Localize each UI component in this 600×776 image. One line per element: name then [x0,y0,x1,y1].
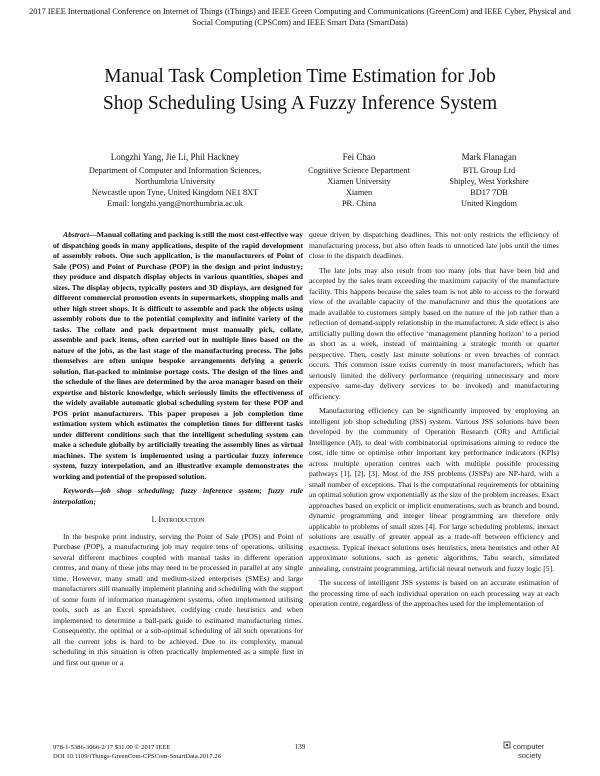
paper-title [30,63,570,117]
abstract [53,230,303,482]
keywords-text: —job shop scheduling; fuzzy inference system; fuzzy rule interpolation; [53,486,303,506]
author-names: Longzhi Yang, Jie Li, Phil Hackney [110,152,240,162]
author-affiliation-line: Shipley, West Yorkshire [449,177,529,186]
conference-header: 2017 IEEE International Conference on Internet of Things (iThings) and IEEE Green Computing and Communications (GreenCom) and IEEE Cyber, Physical and Social Computing (CPSCom) and IEEE Smart Data (SmartData) [29,7,571,27]
title-line-1: Manual Task Completion Time Estimation for Job [104,66,496,87]
logo-text-computer: computer [513,742,545,751]
author-names: Fei Chao [342,152,376,162]
abstract-text: —Manual collating and packing is still the most cost-effective way of dispatching goods in many applications, despite of the rapid development of assembly robots. One such application, is the manufacturers of Point of Sale (POS) and Point of Purchase (POP) in the design and print industry; they produce and dispatch display objects in various quantities, shapes and sizes. The display objects, typically posters and 3D displays, are designed for different commercial promotion events in supermarkets, shopping malls and other high street shops. It is difficult to assemble and pack the objects using assembly robots due to the potential complexity and infinite variety of the tasks. The collate and pack department must manually pick, collate, assemble and pack items, often carried out in multiple lines based on the nature of the jobs, as the last stage of the manufacturing process. The jobs themselves are often unique bespoke arrangements defying a generic solution, flat-packed to minimise portage costs. The design of the lines and the schedule of the lines are determined by the area manager based on their expertise and historic knowledge, which seriously limits the effectiveness of the widely available automatic global scheduling system for these POP and POS print manufacturers. This paper proposes a job completion time estimation system which estimates the completion times for different tasks under different conditions such that the intelligent scheduling system can make a schedule globally by artificially treating the assembly lines as virtual machines. The system is implemented using a particular fuzzy inference system, fuzzy interpolation, and an illustrative example demonstrates the working and potential of the proposed solution. [53,230,303,481]
author-affiliation-line: BTL Group Ltd [462,166,516,175]
author-affiliation-line: Xiamen University [327,177,391,186]
author-affiliation-line: Cognitive Science Department [308,166,410,175]
keywords-label: Keywords [63,486,94,495]
title-line-2: Shop Scheduling Using A Fuzzy Inference System [102,93,498,114]
abstract-label: Abstract [63,230,90,239]
body-paragraph: queue driven by dispatching deadlines. This not only restricts the efficiency of manufacturing process, but also often leads to unnoticed late jobs until the times close to the dispatch deadlines. [309,230,559,260]
author-affiliation-line: United Kingdom [461,199,517,208]
section-heading-introduction: I. Introduction [151,515,205,524]
computer-society-logo [503,740,551,764]
body-paragraph: Manufacturing efficiency can be significantly improved by employing an intelligent job shop scheduling (JSS) system. Various JSS solutions have been developed by the community of Operation Research (OR) and Artificial Intelligence (AI), to deal with combinatorial optimisations aiming to reduce the cost, idle time or optimise other important key performance indicators (KPIs) across multiple operation centres each with multiple possible processing pathways [1], [2], [3]. Most of the JSS problems (JSSPs) are NP-hard, with a small number of exceptions. That is the computational requirements for obtaining an optimal solution grow exponentially as the size of the problem increases. Exact approaches based on explicit or implicit enumerations, such as branch and bound, dynamic programming and integer linear programming are therefore only applicable to problems of small sizes [4]. For large scheduling problems, inexact solutions are usually of greater appeal as a trade-off between efficiency and exactness. Typical inexact solutions uses heuristics, meta heuristics and other AI approximate solutions, such as genetic algorithms, Tabu search, simulated annealing, constraint programming, artificial neural network and fuzzy logic [5]. [309,406,559,573]
author-email: Email: longzhi.yang@northumbria.ac.uk [107,199,243,208]
author-affiliation-line: Department of Computer and Information Sciences, [88,166,262,175]
logo-text-society: society [518,751,542,760]
page-number: 139 [294,743,306,751]
author-names: Mark Flanagan [461,152,517,162]
body-paragraph: In the bespoke print industry, serving the Point of Sale (POS) and Point of Purchase (POP), a manufacturing job may require tens of operations, utilising several different machines coupled with manual tasks in different operation centres, and many of these jobs may need to be processed in parallel at any single time. However, many small and medium-sized enterprises (SMEs) and large manufacturers still manually implement planning and scheduling with the support of some form of information management systems, often implemented utilising tools, such as an Excel spreadsheet, codifying crude heuristics and when implemented to determine a ball-park guide to estimated manufacturing times. Consequently, the optimal or a sub-optimal scheduling of all such operations for all the current jobs is hard to be achieved. Due to its complexity, manual scheduling in this situation is often practically implemented as a simple first in and first out queue or a [53,531,303,667]
keywords [53,486,303,507]
right-column [309,230,559,614]
author-affiliation-line: PR. China [341,199,377,208]
body-paragraph: The late jobs may also result from too many jobs that have been bid and accepted by the sales team exceeding the maximum capacity of the manufacture facility. This happens because the sales team is not able to access to the forward view of the available capacity of the manufacturer and thus the quotations are made available to customers simply based on the nature of the job rather than a reflection of demand-supply relationship in the manufacturer. A side effect is also artificially pulling down the effective ‘management planning horizon’ to a period as short as a week, instead of maintaining a strategic month or quarter perspective. Then, costly last minute solutions or even breaches of contract occurs. This common issue exists currently in most manufacturers, which has seriously limited the delivery performance (requiring unnecessary and more expensive same-day delivery services to be invoked) and manufacturing efficiency. [309,265,559,401]
author-affiliation-line: BD17 7DB [470,188,508,197]
author-block-2 [300,152,418,209]
author-affiliation-line: Newcastle upon Tyne, United Kingdom NE1 8XT [91,188,259,197]
footer-copyright [53,743,221,761]
left-column [53,230,303,672]
author-block-3 [430,152,548,209]
body-paragraph: The success of intelligent JSS systems is based on an accurate estimation of the processing time of each individual operation on each processing way at each operation centre, regardless of the approaches used for the implementation of [309,578,559,608]
author-block-1 [60,152,290,209]
footer-doi: DOI 10.1109/iThings-GreenCom-CPSCom-SmartData.2017.26 [53,753,221,760]
logo-dot-icon [506,744,508,746]
logo-graphic [503,740,551,764]
author-affiliation-line: Northumbria University [135,177,215,186]
footer-isbn: 978-1-5386-3066-2/17 $31.00 © 2017 IEEE [53,744,171,751]
author-affiliation-line: Xiamen [345,188,373,197]
